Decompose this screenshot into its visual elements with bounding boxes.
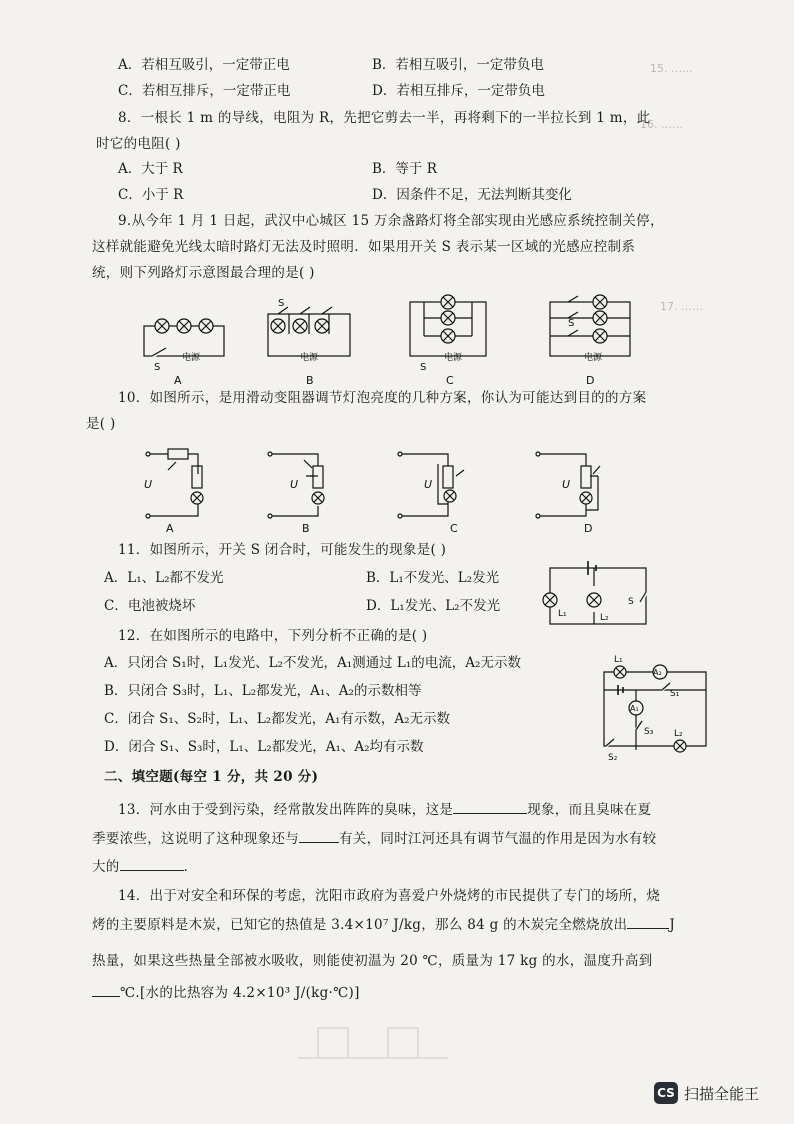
q13-blank-2[interactable] — [299, 842, 339, 843]
scanner-logo-name: 扫描全能王 — [684, 1084, 760, 1103]
q9-stem-line3: 统，则下列路灯示意图最合理的是( ) — [92, 265, 315, 281]
q14-blank-1[interactable] — [627, 928, 669, 929]
q9-fig-a-source-label: 电源 — [182, 353, 201, 363]
q10-fig-b-voltage: U — [290, 478, 299, 491]
q12-fig-l2-label: L₂ — [674, 729, 683, 739]
q14-line2-a: 烤的主要原料是木炭，已知它的热值是 3.4×10⁷ J/kg，那么 84 g 的木炭完全燃烧放出 — [92, 917, 628, 933]
q12-fig-s2-label: S₂ — [608, 753, 618, 763]
q13-line1-b: 现象，而且臭味在夏 — [527, 802, 652, 818]
q13-line1-a: 13．河水由于受到污染，经常散发出阵阵的臭味，这是 — [118, 802, 454, 818]
q13-blank-3[interactable] — [120, 870, 184, 871]
q9-fig-c-switch-label: S — [420, 362, 427, 373]
q13-line3-b: ． — [183, 859, 198, 875]
q9-fig-d-source-label: 电源 — [584, 353, 603, 363]
q8-option-d: D．因条件不足，无法判断其变化 — [372, 187, 572, 203]
q11-option-b: B．L₁不发光、L₂发光 — [366, 570, 500, 586]
q10-fig-a-voltage: U — [144, 478, 153, 491]
q10-fig-label-c: C — [450, 522, 458, 535]
scanner-logo-badge: CS — [654, 1082, 678, 1104]
q12-option-d: D．闭合 S₁、S₃时，L₁、L₂都发光，A₁、A₂均有示数 — [104, 739, 424, 755]
q9-fig-label-a: A — [174, 374, 182, 387]
q13-line1 — [118, 801, 651, 819]
q9-stem-line1: 9.从今年 1 月 1 日起，武汉中心城区 15 万余盏路灯将全部实现由光感应系统控制关停， — [118, 213, 664, 229]
q11-figure — [536, 556, 656, 636]
q13-line2-b: 有关，同时江河还具有调节气温的作用是因为水有较 — [339, 831, 657, 847]
q12-fig-l1-label: L₁ — [614, 655, 623, 665]
q13-blank-1[interactable] — [453, 813, 527, 814]
q12-option-c: C．闭合 S₁、S₂时，L₁、L₂都发光，A₁有示数，A₂无示数 — [104, 711, 451, 727]
q14-line4 — [92, 984, 360, 1002]
q9-stem-line2: 这样就能避免光线太暗时路灯无法及时照明．如果用开关 S 表示某一区域的光感应控制系 — [92, 239, 636, 255]
q10-figures — [138, 440, 628, 540]
q14-blank-2[interactable] — [92, 996, 120, 997]
q12-fig-s3-label: S₃ — [644, 727, 654, 737]
q11-option-c: C．电池被烧坏 — [104, 598, 196, 614]
q9-fig-label-c: C — [446, 374, 454, 387]
q12-option-a: A．只闭合 S₁时，L₁发光、L₂不发光，A₁测通过 L₁的电流，A₂无示数 — [104, 655, 521, 671]
q14-line2 — [92, 916, 675, 934]
q10-fig-c-voltage: U — [424, 478, 433, 491]
q11-option-d: D．L₁发光、L₂不发光 — [366, 598, 501, 614]
q7-option-a: A．若相互吸引，一定带正电 — [118, 57, 290, 73]
q11-fig-l1-label: L₁ — [558, 609, 567, 619]
q12-fig-a2-label: A₂ — [653, 668, 662, 677]
q10-fig-label-d: D — [584, 522, 593, 535]
q7-option-d: D．若相互排斥，一定带负电 — [372, 83, 545, 99]
q13-line2 — [92, 830, 656, 848]
q11-option-a: A．L₁、L₂都不发光 — [104, 570, 224, 586]
q13-line3-a: 大的 — [92, 859, 120, 875]
q13-line2-a: 季要浓些，这说明了这种现象还与 — [92, 831, 299, 847]
q10-stem-line2: 是( ) — [86, 416, 116, 432]
q10-fig-d-voltage: U — [562, 478, 571, 491]
q14-line3: 热量，如果这些热量全部被水吸收，则能使初温为 20 ℃，质量为 17 kg 的水，温度升高到 — [92, 953, 653, 969]
q7-option-b: B．若相互吸引，一定带负电 — [372, 57, 544, 73]
q9-fig-b-source-label: 电源 — [300, 353, 319, 363]
q11-stem: 11．如图所示，开关 S 闭合时，可能发生的现象是( ) — [118, 542, 447, 558]
q10-stem-line1: 10．如图所示，是用滑动变阻器调节灯泡亮度的几种方案，你认为可能达到目的的方案 — [118, 390, 647, 406]
q14-line2-b: J — [669, 917, 676, 933]
q9-fig-d-switch-label: S — [568, 318, 575, 329]
q9-fig-c-source-label: 电源 — [444, 353, 463, 363]
q10-fig-label-b: B — [302, 522, 310, 535]
q10-fig-label-a: A — [166, 522, 174, 535]
q8-option-c: C．小于 R — [118, 187, 184, 203]
q9-fig-label-d: D — [586, 374, 595, 387]
q7-option-c: C．若相互排斥，一定带正电 — [118, 83, 291, 99]
q14-line4-b: ℃.[水的比热容为 4.2×10³ J/(kg·℃)] — [120, 985, 360, 1001]
q8-option-b: B．等于 R — [372, 161, 437, 177]
q11-fig-l2-label: L₂ — [600, 613, 609, 623]
q12-option-b: B．只闭合 S₃时，L₁、L₂都发光，A₁、A₂的示数相等 — [104, 683, 422, 699]
q8-option-a: A．大于 R — [118, 161, 183, 177]
q12-stem: 12．在如图所示的电路中，下列分析不正确的是( ) — [118, 628, 428, 644]
q12-fig-a1-label: A₁ — [630, 704, 639, 713]
q9-fig-label-b: B — [306, 374, 314, 387]
q9-fig-b-switch-label: S — [278, 298, 285, 309]
q11-fig-s-label: S — [628, 597, 634, 607]
section2-title: 二、填空题(每空 1 分，共 20 分) — [104, 769, 319, 785]
q8-stem-line2: 时它的电阻( ) — [96, 136, 181, 152]
scanner-logo — [654, 1082, 759, 1104]
q13-line3 — [92, 858, 197, 876]
q12-fig-s1-label: S₁ — [670, 689, 680, 699]
q14-line1: 14．出于对安全和环保的考虑，沈阳市政府为喜爱户外烧烤的市民提供了专门的场所，烧 — [118, 888, 661, 904]
q9-fig-a-switch-label: S — [154, 362, 161, 373]
q9-figures — [138, 292, 638, 392]
q12-figure — [590, 650, 720, 768]
q8-stem-line1: 8．一根长 1 m 的导线，电阻为 R，先把它剪去一半，再将剩下的一半拉长到 1 m，此 — [118, 110, 651, 126]
bleed-through-sketch — [298, 1022, 448, 1066]
